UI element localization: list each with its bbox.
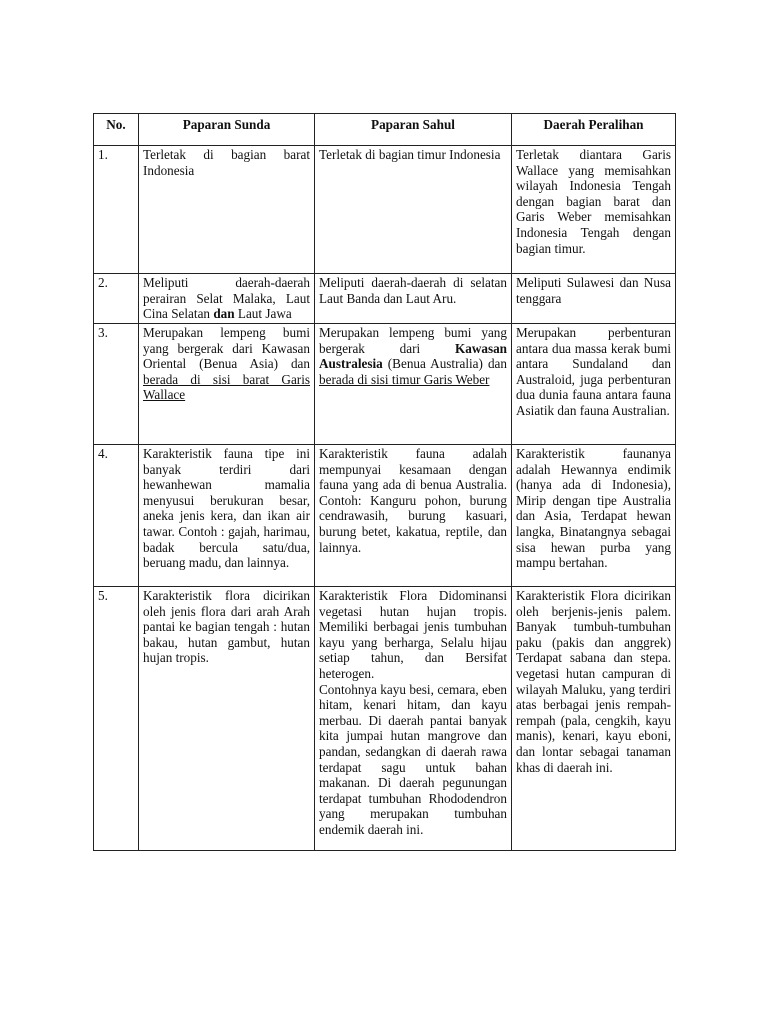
- cell-text-bold: dan: [213, 306, 235, 322]
- cell-text-bold: Kawasan Australesia: [319, 340, 507, 372]
- cell-paragraph: Karakteristik Flora Didominansi vegetasi hutan hujan tropis. Memiliki berbagai jenis tumbuhan kayu yang berharga, Selalu hijau setiap tahun, dan Bersifat heterogen.: [319, 588, 507, 681]
- cell-sahul: Terletak di bagian timur Indonesia: [315, 146, 512, 274]
- row-number: 2.: [94, 274, 139, 324]
- table-row: [94, 274, 676, 324]
- cell-text: Merupakan lempeng bumi yang bergerak dari: [319, 325, 507, 356]
- cell-peralihan: Karakteristik faunanya adalah Hewannya endimik (hanya ada di Indonesia), Mirip dengan tipe Australia dan Asia, Terdapat hewan langka, Binatangnya sebagai sisa hewan purba yang mampu bertahan.: [512, 445, 676, 587]
- cell-text-underlined: berada di sisi timur Garis Weber: [319, 371, 490, 387]
- table-row: [94, 324, 676, 445]
- cell-peralihan: Karakteristik Flora dicirikan oleh berjenis-jenis palem. Banyak tumbuh-tumbuhan paku (pakis dan anggrek) Terdapat sabana dan stepa. vegetasi hutan campuran di wilayah Maluku, yang terdiri atas berbagai jenis rempah-rempah (pala, cengkih, kayu manis), kenari, kayu eboni, dan lontar sebagai tanaman khas di daerah ini.: [512, 587, 676, 851]
- row-number: 5.: [94, 587, 139, 851]
- table-header-row: [94, 114, 676, 146]
- cell-sunda: Karakteristik fauna tipe ini banyak terdiri dari hewanhewan mamalia menyusui berukuran besar, aneka jenis kera, dan ikan air tawar. Contoh : gajah, harimau, badak bercula satu/dua, beruang madu, dan lainnya.: [139, 445, 315, 587]
- table-row: [94, 445, 676, 587]
- cell-text: Laut Jawa: [234, 306, 292, 322]
- header-paparan-sunda: Paparan Sunda: [139, 114, 315, 146]
- cell-text: Merupakan lempeng bumi yang bergerak dari Kawasan Oriental (Benua Asia) dan: [143, 325, 310, 372]
- row-number: 3.: [94, 324, 139, 445]
- comparison-table: [93, 113, 676, 851]
- cell-sunda: Karakteristik flora dicirikan oleh jenis flora dari arah Arah pantai ke bagian tengah : hutan bakau, hutan gambut, hutan hujan tropis.: [139, 587, 315, 851]
- header-paparan-sahul: Paparan Sahul: [315, 114, 512, 146]
- cell-peralihan: Terletak diantara Garis Wallace yang memisahkan wilayah Indonesia Tengah dengan bagian barat dan Garis Weber memisahkan Indonesia Tengah dengan bagian timur.: [512, 146, 676, 274]
- cell-sahul: Meliputi daerah-daerah di selatan Laut Banda dan Laut Aru.: [315, 274, 512, 324]
- table-row: [94, 587, 676, 851]
- header-daerah-peralihan: Daerah Peralihan: [512, 114, 676, 146]
- cell-text-underlined: berada di sisi barat Garis Wallace: [143, 371, 310, 403]
- cell-peralihan: Merupakan perbenturan antara dua massa kerak bumi antara Sundaland dan Australoid, juga perbenturan dua dunia fauna antara fauna Asiatik dan fauna Australian.: [512, 324, 676, 445]
- row-number: 4.: [94, 445, 139, 587]
- cell-paragraph: Contohnya kayu besi, cemara, eben hitam, kenari hitam, dan kayu merbau. Di daerah pantai banyak kita jumpai hutan mangrove dan pandan, sedangkan di daerah rawa terdapat sagu untuk bahan makanan. Di daerah pegunungan terdapat tumbuhan Rhododendron yang merupakan tumbuhan endemik daerah ini.: [319, 681, 507, 837]
- cell-text: Meliputi daerah-daerah perairan Selat Malaka, Laut Cina Selatan: [143, 275, 310, 322]
- table-row: [94, 146, 676, 274]
- header-no: No.: [94, 114, 139, 146]
- cell-sahul: [315, 324, 512, 445]
- cell-sahul: [315, 587, 512, 851]
- cell-sahul: Karakteristik fauna adalah mempunyai kesamaan dengan fauna yang ada di benua Australia. Contoh: Kanguru pohon, burung cendrawasih, burung kasuari, burung betet, kakatua, reptile, dan lainnya.: [315, 445, 512, 587]
- row-number: 1.: [94, 146, 139, 274]
- cell-sunda: Terletak di bagian barat Indonesia: [139, 146, 315, 274]
- cell-peralihan: Meliputi Sulawesi dan Nusa tenggara: [512, 274, 676, 324]
- cell-sunda: [139, 324, 315, 445]
- cell-text: (Benua Australia) dan: [382, 356, 507, 372]
- cell-sunda: [139, 274, 315, 324]
